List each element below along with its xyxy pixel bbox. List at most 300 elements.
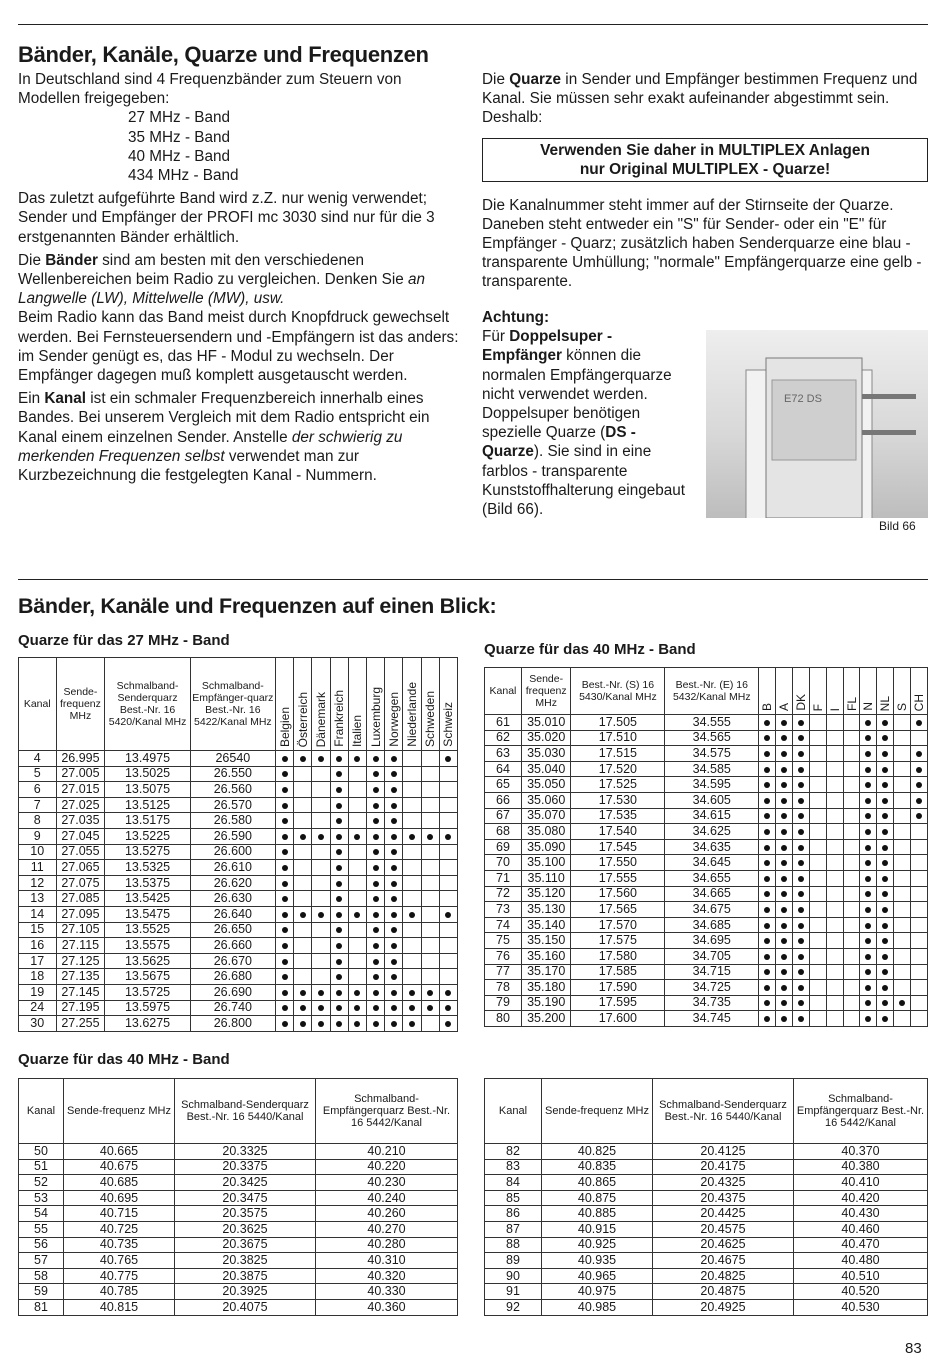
keyword: Doppelsuper - Empfänger bbox=[482, 328, 613, 365]
table-cell: 40.270 bbox=[316, 1221, 458, 1237]
availability-dot bbox=[865, 1000, 871, 1006]
country-cell bbox=[385, 891, 403, 907]
table-cell: 34.685 bbox=[665, 917, 759, 933]
table-row bbox=[485, 1268, 928, 1284]
table-cell: 13.4975 bbox=[105, 751, 190, 767]
table-cell: 20.3825 bbox=[175, 1253, 316, 1269]
availability-dot bbox=[300, 756, 306, 762]
availability-dot bbox=[865, 907, 871, 913]
table-cell: 40.360 bbox=[316, 1299, 458, 1315]
col-country: F bbox=[809, 668, 826, 715]
table-cell: 26.610 bbox=[190, 860, 275, 876]
country-cell bbox=[366, 1016, 384, 1032]
country-cell bbox=[348, 984, 366, 1000]
availability-dot bbox=[764, 735, 770, 741]
table-cell: 34.715 bbox=[665, 964, 759, 980]
country-cell bbox=[276, 953, 294, 969]
country-cell bbox=[792, 886, 809, 902]
availability-dot bbox=[282, 771, 288, 777]
country-cell bbox=[403, 1016, 421, 1032]
availability-dot bbox=[336, 959, 342, 965]
availability-dot bbox=[373, 756, 379, 762]
table-cell: 26.560 bbox=[190, 782, 275, 798]
table-cell: 40.765 bbox=[64, 1253, 175, 1269]
col-country: Niederlande bbox=[403, 658, 421, 751]
availability-dot bbox=[282, 834, 288, 840]
table-cell: 13.5525 bbox=[105, 922, 190, 938]
table-cell: 35.170 bbox=[521, 964, 571, 980]
table-cell: 40.280 bbox=[316, 1237, 458, 1253]
table-row bbox=[19, 782, 458, 798]
table-cell: 6 bbox=[19, 782, 57, 798]
table-cell: 17.555 bbox=[571, 870, 665, 886]
country-cell bbox=[792, 980, 809, 996]
country-cell bbox=[860, 855, 877, 871]
country-cell bbox=[366, 906, 384, 922]
availability-dot bbox=[764, 751, 770, 757]
availability-dot bbox=[282, 974, 288, 980]
availability-dot bbox=[764, 798, 770, 804]
availability-dot bbox=[391, 834, 397, 840]
table-cell: 35.090 bbox=[521, 839, 571, 855]
country-cell bbox=[348, 1000, 366, 1016]
country-cell bbox=[276, 813, 294, 829]
country-cell bbox=[403, 813, 421, 829]
availability-dot bbox=[318, 756, 324, 762]
table-cell: 12 bbox=[19, 875, 57, 891]
country-cell bbox=[843, 964, 860, 980]
country-cell bbox=[843, 792, 860, 808]
country-cell bbox=[809, 730, 826, 746]
availability-dot bbox=[445, 912, 451, 918]
intro-text: In Deutschland sind 4 Frequenzbänder zum Steuern von Modellen freigegeben: bbox=[18, 71, 402, 108]
availability-dot bbox=[764, 876, 770, 882]
keyword-baender: Bänder bbox=[45, 251, 98, 269]
availability-dot bbox=[781, 1016, 787, 1022]
availability-dot bbox=[391, 959, 397, 965]
country-cell bbox=[439, 875, 457, 891]
availability-dot bbox=[373, 803, 379, 809]
table-cell: 40.480 bbox=[794, 1253, 928, 1269]
page-title: Bänder, Kanäle, Quarze und Frequenzen bbox=[18, 42, 429, 67]
col-empfaengerquarz: Schmalband-Empfängerquarz Best.-Nr. 16 5442/Kanal bbox=[316, 1079, 458, 1144]
availability-dot bbox=[764, 954, 770, 960]
country-cell bbox=[877, 964, 894, 980]
country-cell bbox=[860, 933, 877, 949]
availability-dot bbox=[391, 756, 397, 762]
country-cell bbox=[294, 969, 312, 985]
country-cell bbox=[330, 906, 348, 922]
table-cell: 61 bbox=[485, 715, 522, 731]
country-cell bbox=[826, 839, 843, 855]
availability-dot bbox=[336, 803, 342, 809]
table-cell: 17.600 bbox=[571, 1011, 665, 1027]
table-row bbox=[19, 969, 458, 985]
country-cell bbox=[894, 808, 911, 824]
country-cell bbox=[894, 730, 911, 746]
country-cell bbox=[809, 948, 826, 964]
table-row bbox=[485, 1011, 928, 1027]
country-cell bbox=[877, 808, 894, 824]
country-cell bbox=[894, 715, 911, 731]
col-country: B bbox=[759, 668, 776, 715]
table-row bbox=[485, 808, 928, 824]
table-40mhz-countries bbox=[484, 667, 928, 1027]
table-cell: 26.570 bbox=[190, 797, 275, 813]
table-cell: 27.115 bbox=[56, 938, 105, 954]
country-cell bbox=[421, 797, 439, 813]
country-cell bbox=[439, 860, 457, 876]
availability-dot bbox=[318, 990, 324, 996]
country-cell bbox=[294, 906, 312, 922]
country-cell bbox=[860, 948, 877, 964]
country-cell bbox=[759, 870, 776, 886]
availability-dot bbox=[798, 767, 804, 773]
page-number: 83 bbox=[905, 1340, 922, 1357]
availability-dot bbox=[882, 1000, 888, 1006]
availability-dot bbox=[916, 751, 922, 757]
country-cell bbox=[809, 886, 826, 902]
table-cell: 20.4375 bbox=[653, 1190, 794, 1206]
country-cell bbox=[877, 730, 894, 746]
country-cell bbox=[843, 980, 860, 996]
table-cell: 27.005 bbox=[56, 766, 105, 782]
availability-dot bbox=[865, 1016, 871, 1022]
band-item: 434 MHz - Band bbox=[128, 167, 239, 185]
table-cell: 72 bbox=[485, 886, 522, 902]
table-cell: 13.5375 bbox=[105, 875, 190, 891]
table-cell: 68 bbox=[485, 824, 522, 840]
availability-dot bbox=[373, 912, 379, 918]
country-cell bbox=[330, 782, 348, 798]
country-cell bbox=[911, 995, 928, 1011]
table-cell: 59 bbox=[19, 1284, 64, 1300]
country-cell bbox=[894, 995, 911, 1011]
availability-dot bbox=[318, 1021, 324, 1027]
paragraph-quarze bbox=[482, 70, 928, 128]
table-cell: 35.190 bbox=[521, 995, 571, 1011]
availability-dot bbox=[882, 969, 888, 975]
availability-dot bbox=[882, 985, 888, 991]
table-cell: 40.975 bbox=[542, 1284, 653, 1300]
country-cell bbox=[843, 933, 860, 949]
country-cell bbox=[330, 751, 348, 767]
availability-dot bbox=[781, 907, 787, 913]
country-cell bbox=[776, 808, 793, 824]
availability-dot bbox=[865, 813, 871, 819]
country-cell bbox=[330, 813, 348, 829]
availability-dot bbox=[300, 912, 306, 918]
table-cell: 20.3475 bbox=[175, 1190, 316, 1206]
table-cell: 34.655 bbox=[665, 870, 759, 886]
table-cell: 16 bbox=[19, 938, 57, 954]
country-cell bbox=[366, 797, 384, 813]
country-cell bbox=[385, 844, 403, 860]
country-cell bbox=[776, 995, 793, 1011]
country-cell bbox=[403, 782, 421, 798]
right-column bbox=[482, 70, 928, 292]
availability-dot bbox=[865, 845, 871, 851]
availability-dot bbox=[781, 813, 787, 819]
subheading-27mhz: Quarze für das 27 MHz - Band bbox=[18, 632, 230, 649]
table-row bbox=[19, 1175, 458, 1191]
country-cell bbox=[385, 797, 403, 813]
table-cell: 17.590 bbox=[571, 980, 665, 996]
country-cell bbox=[759, 824, 776, 840]
country-cell bbox=[366, 844, 384, 860]
table-cell: 13.5025 bbox=[105, 766, 190, 782]
country-cell bbox=[330, 953, 348, 969]
availability-dot bbox=[764, 1016, 770, 1022]
availability-dot bbox=[882, 845, 888, 851]
table-row bbox=[19, 1221, 458, 1237]
paragraph-radio: Beim Radio kann das Band meist durch Knopfdruck gewechselt werden. Bei Fernsteuersendern und -Empfängern ist das anders: im Sender genügt es, das HF - Modul zu wechseln. Der Empfänger dagegen muß komplett ausgetauscht werden. bbox=[18, 309, 459, 385]
country-cell bbox=[860, 761, 877, 777]
table-row bbox=[19, 797, 458, 813]
table-row bbox=[485, 1159, 928, 1175]
keyword: DS - Quarze bbox=[482, 424, 636, 461]
col-country: NL bbox=[877, 668, 894, 715]
availability-dot bbox=[865, 891, 871, 897]
table-cell: 40.825 bbox=[542, 1144, 653, 1160]
country-cell bbox=[439, 1016, 457, 1032]
table-cell: 34.645 bbox=[665, 855, 759, 871]
table-cell: 40.310 bbox=[316, 1253, 458, 1269]
country-cell bbox=[759, 886, 776, 902]
country-cell bbox=[911, 855, 928, 871]
country-cell bbox=[276, 922, 294, 938]
country-cell bbox=[809, 933, 826, 949]
country-cell bbox=[385, 860, 403, 876]
country-cell bbox=[439, 782, 457, 798]
table-cell: 17.570 bbox=[571, 917, 665, 933]
country-cell bbox=[860, 870, 877, 886]
availability-dot bbox=[282, 1021, 288, 1027]
table-cell: 26.690 bbox=[190, 984, 275, 1000]
country-cell bbox=[403, 969, 421, 985]
col-country: CH bbox=[911, 668, 928, 715]
country-cell bbox=[385, 828, 403, 844]
table-cell: 86 bbox=[485, 1206, 542, 1222]
availability-dot bbox=[373, 927, 379, 933]
country-cell bbox=[877, 1011, 894, 1027]
table-cell: 80 bbox=[485, 1011, 522, 1027]
availability-dot bbox=[354, 1005, 360, 1011]
col-country: Schweiz bbox=[439, 658, 457, 751]
availability-dot bbox=[282, 787, 288, 793]
availability-dot bbox=[764, 891, 770, 897]
availability-dot bbox=[882, 907, 888, 913]
table-cell: 17.585 bbox=[571, 964, 665, 980]
country-cell bbox=[894, 933, 911, 949]
country-cell bbox=[809, 746, 826, 762]
availability-dot bbox=[916, 782, 922, 788]
availability-dot bbox=[764, 923, 770, 929]
col-country: FL bbox=[843, 668, 860, 715]
table-row bbox=[19, 844, 458, 860]
availability-dot bbox=[445, 756, 451, 762]
country-cell bbox=[759, 839, 776, 855]
country-cell bbox=[843, 948, 860, 964]
col-country: A bbox=[776, 668, 793, 715]
country-cell bbox=[366, 984, 384, 1000]
table-cell: 75 bbox=[485, 933, 522, 949]
country-cell bbox=[894, 792, 911, 808]
availability-dot bbox=[916, 813, 922, 819]
country-cell bbox=[312, 922, 330, 938]
country-cell bbox=[877, 839, 894, 855]
table-row bbox=[485, 980, 928, 996]
availability-dot bbox=[373, 865, 379, 871]
country-cell bbox=[330, 828, 348, 844]
country-cell bbox=[385, 875, 403, 891]
availability-dot bbox=[865, 860, 871, 866]
table-cell: 34.555 bbox=[665, 715, 759, 731]
table-cell: 26.600 bbox=[190, 844, 275, 860]
table-cell: 17.525 bbox=[571, 777, 665, 793]
table-cell: 27.135 bbox=[56, 969, 105, 985]
country-cell bbox=[877, 715, 894, 731]
table-cell: 17.550 bbox=[571, 855, 665, 871]
table-cell: 71 bbox=[485, 870, 522, 886]
country-cell bbox=[439, 797, 457, 813]
col-kanal: Kanal bbox=[19, 658, 57, 751]
country-cell bbox=[348, 782, 366, 798]
table-row bbox=[485, 777, 928, 793]
table-row bbox=[19, 1284, 458, 1300]
country-cell bbox=[421, 922, 439, 938]
col-sendefrequenz: Sende-frequenz MHz bbox=[64, 1079, 175, 1144]
country-cell bbox=[792, 1011, 809, 1027]
table-cell: 34.575 bbox=[665, 746, 759, 762]
table-cell: 20.3925 bbox=[175, 1284, 316, 1300]
table-row bbox=[485, 948, 928, 964]
availability-dot bbox=[882, 938, 888, 944]
country-cell bbox=[276, 828, 294, 844]
table-cell: 40.965 bbox=[542, 1268, 653, 1284]
availability-dot bbox=[882, 720, 888, 726]
country-cell bbox=[421, 860, 439, 876]
country-cell bbox=[911, 777, 928, 793]
availability-dot bbox=[899, 1000, 905, 1006]
table-cell: 40.915 bbox=[542, 1221, 653, 1237]
availability-dot bbox=[336, 865, 342, 871]
country-cell bbox=[385, 1016, 403, 1032]
availability-dot bbox=[798, 860, 804, 866]
table-cell: 17.560 bbox=[571, 886, 665, 902]
country-cell bbox=[385, 1000, 403, 1016]
country-cell bbox=[421, 969, 439, 985]
table-cell: 27.055 bbox=[56, 844, 105, 860]
country-cell bbox=[439, 844, 457, 860]
country-cell bbox=[348, 969, 366, 985]
table-row bbox=[19, 938, 458, 954]
table-cell: 7 bbox=[19, 797, 57, 813]
table-row bbox=[485, 1175, 928, 1191]
availability-dot bbox=[798, 1016, 804, 1022]
table-cell: 13.5625 bbox=[105, 953, 190, 969]
band-list bbox=[18, 108, 459, 185]
table-cell: 40.230 bbox=[316, 1175, 458, 1191]
table-cell: 65 bbox=[485, 777, 522, 793]
country-cell bbox=[792, 995, 809, 1011]
country-cell bbox=[439, 984, 457, 1000]
country-cell bbox=[403, 844, 421, 860]
availability-dot bbox=[882, 1016, 888, 1022]
table-cell: 56 bbox=[19, 1237, 64, 1253]
table-cell: 64 bbox=[485, 761, 522, 777]
country-cell bbox=[439, 922, 457, 938]
availability-dot bbox=[282, 849, 288, 855]
country-cell bbox=[348, 938, 366, 954]
country-cell bbox=[366, 766, 384, 782]
availability-dot bbox=[336, 927, 342, 933]
country-cell bbox=[385, 969, 403, 985]
availability-dot bbox=[391, 1005, 397, 1011]
table-cell: 13.5175 bbox=[105, 813, 190, 829]
availability-dot bbox=[798, 782, 804, 788]
country-cell bbox=[312, 1016, 330, 1032]
availability-dot bbox=[865, 829, 871, 835]
table-cell: 24 bbox=[19, 1000, 57, 1016]
table-cell: 26540 bbox=[190, 751, 275, 767]
country-cell bbox=[776, 777, 793, 793]
table-cell: 40.530 bbox=[794, 1299, 928, 1315]
table-cell: 27.085 bbox=[56, 891, 105, 907]
table-cell: 26.650 bbox=[190, 922, 275, 938]
country-cell bbox=[894, 964, 911, 980]
table-row bbox=[485, 1299, 928, 1315]
country-cell bbox=[312, 969, 330, 985]
availability-dot bbox=[354, 834, 360, 840]
table-row bbox=[485, 902, 928, 918]
country-cell bbox=[330, 766, 348, 782]
table-row bbox=[485, 855, 928, 871]
col-kanal: Kanal bbox=[485, 1079, 542, 1144]
availability-dot bbox=[781, 985, 787, 991]
country-cell bbox=[403, 875, 421, 891]
availability-dot bbox=[798, 813, 804, 819]
table-cell: 14 bbox=[19, 906, 57, 922]
country-cell bbox=[843, 824, 860, 840]
availability-dot bbox=[764, 1000, 770, 1006]
table-cell: 26.680 bbox=[190, 969, 275, 985]
availability-dot bbox=[373, 990, 379, 996]
text: können die normalen Empfängerquarze nicht verwendet werden. Doppelsuper benötigen spezielle Quarze ( bbox=[482, 347, 672, 442]
country-cell bbox=[421, 1016, 439, 1032]
country-cell bbox=[759, 761, 776, 777]
country-cell bbox=[759, 792, 776, 808]
availability-dot bbox=[391, 771, 397, 777]
availability-dot bbox=[300, 1005, 306, 1011]
country-cell bbox=[877, 855, 894, 871]
country-cell bbox=[911, 933, 928, 949]
country-cell bbox=[809, 855, 826, 871]
country-cell bbox=[366, 1000, 384, 1016]
table-cell: 40.470 bbox=[794, 1237, 928, 1253]
col-kanal: Kanal bbox=[485, 668, 522, 715]
col-country: N bbox=[860, 668, 877, 715]
availability-dot bbox=[882, 813, 888, 819]
country-cell bbox=[826, 902, 843, 918]
availability-dot bbox=[798, 798, 804, 804]
table-cell: 4 bbox=[19, 751, 57, 767]
table-row bbox=[19, 1268, 458, 1284]
country-cell bbox=[421, 891, 439, 907]
table-cell: 40.675 bbox=[64, 1159, 175, 1175]
country-cell bbox=[843, 995, 860, 1011]
availability-dot bbox=[300, 990, 306, 996]
